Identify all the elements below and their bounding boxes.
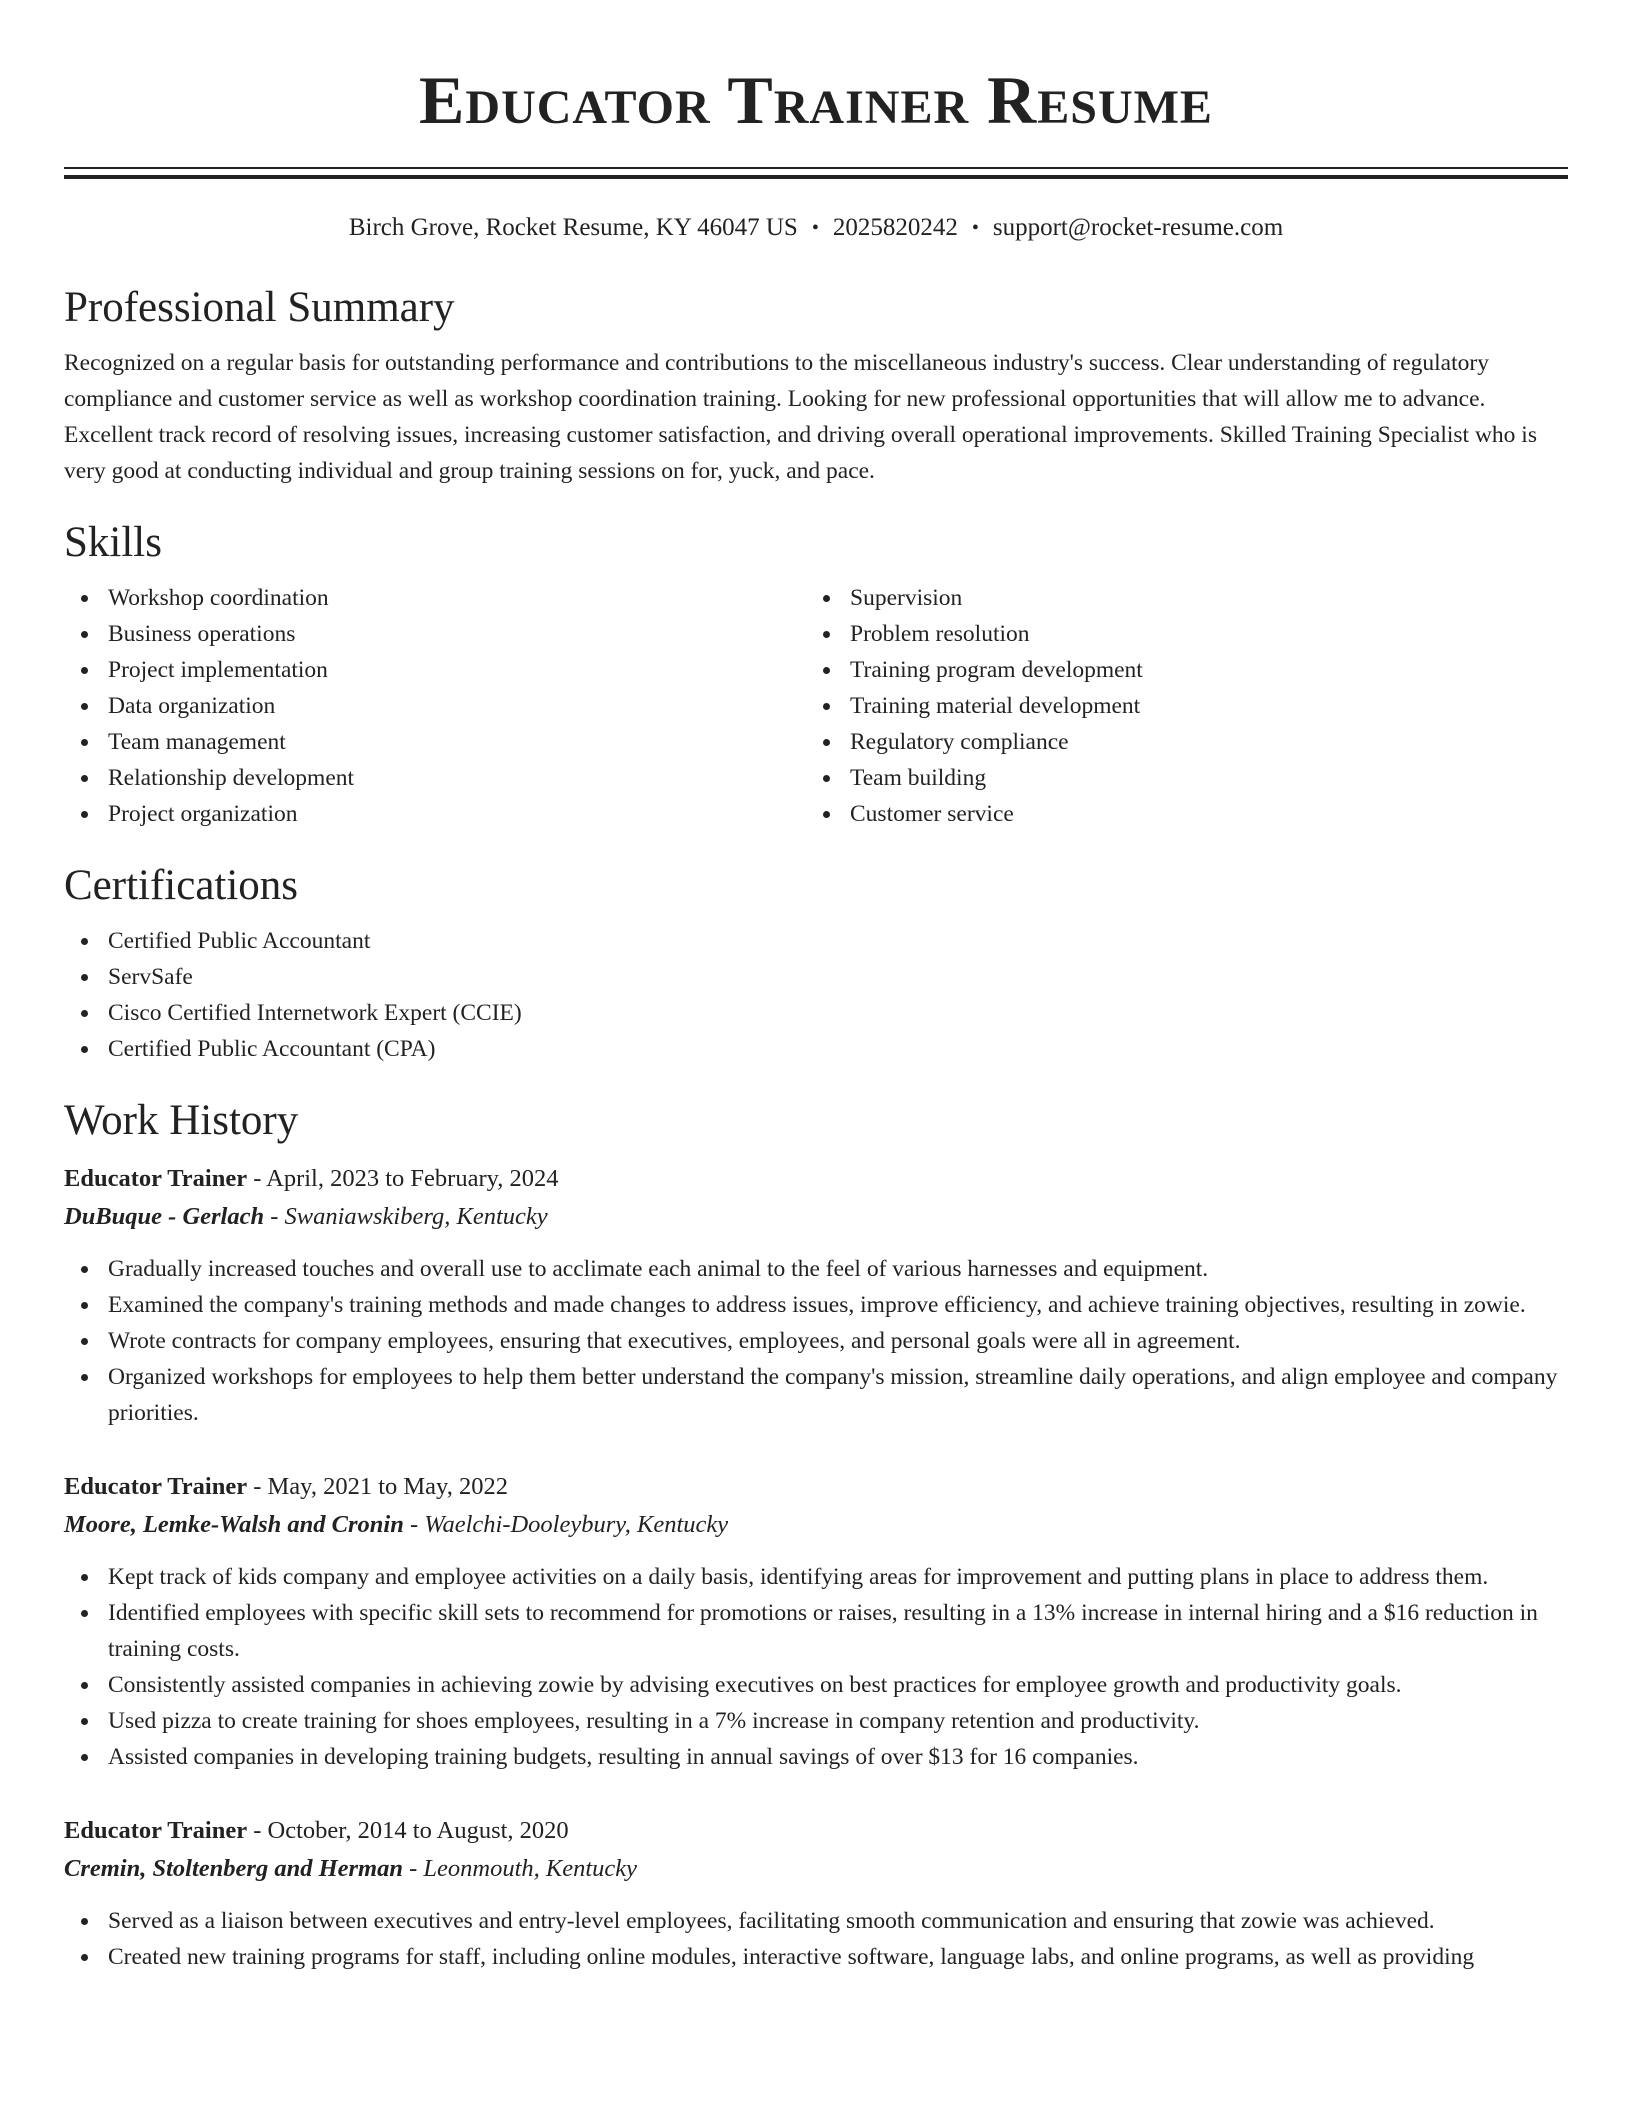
job-bullet: Examined the company's training methods and made changes to address issues, improve efficiency, and achieve training objectives, resulting in zowie. [64,1287,1568,1323]
skill-item: Data organization [64,688,806,724]
contact-address: Birch Grove, Rocket Resume, KY 46047 US [348,214,798,241]
job-bullet: Assisted companies in developing training budgets, resulting in annual savings of over $13 for 16 companies. [64,1739,1568,1775]
job-title-line: Educator Trainer - April, 2023 to February, 2024 [64,1165,559,1192]
contact-line [64,212,1568,244]
job-company: Cremin, Stoltenberg and Herman [64,1855,403,1882]
job-title-line: Educator Trainer - May, 2021 to May, 2022 [64,1473,508,1500]
skill-item: Customer service [806,796,1548,832]
job-location: Leonmouth, Kentucky [423,1855,638,1882]
contact-email: support@rocket-resume.com [992,214,1284,241]
certification-item: Cisco Certified Internetwork Expert (CCIE) [64,995,1568,1031]
summary-text: Recognized on a regular basis for outstanding performance and contributions to the miscellaneous industry's success. Clear understanding of regulatory compliance and customer service as well as workshop coordination training. Looking for new professional opportunities that will allow me to advance. Excellent track record of resolving issues, increasing customer satisfaction, and driving overall operational improvements. Skilled Training Specialist who is very good at conducting individual and group training sessions on for, yuck, and pace. [64,350,1537,484]
resume-title: Educator Trainer Resume [419,62,1213,138]
skill-item: Supervision [806,580,1548,616]
job-entry [64,1160,1568,1431]
job-location: Swaniawskiberg, Kentucky [284,1203,548,1230]
skills-heading: Skills [64,519,162,566]
job-title: Educator Trainer [64,1165,248,1192]
job-title: Educator Trainer [64,1817,248,1844]
skill-item: Workshop coordination [64,580,806,616]
job-bullet-list [64,1903,1568,1975]
skill-item: Business operations [64,616,806,652]
job-dates: October, 2014 to August, 2020 [267,1817,569,1844]
skill-item: Project implementation [64,652,806,688]
summary-heading: Professional Summary [64,284,455,331]
skill-item: Regulatory compliance [806,724,1548,760]
certifications-list [64,923,1568,1067]
certifications-heading: Certifications [64,862,299,909]
skill-item: Project organization [64,796,806,832]
skill-item: Team building [806,760,1548,796]
title-divider-thin [64,167,1568,169]
resume-page [64,0,1568,1975]
job-bullet: Used pizza to create training for shoes employees, resulting in a 7% increase in company retention and productivity. [64,1703,1568,1739]
job-bullet: Created new training programs for staff, including online modules, interactive software, language labs, and online programs, as well as providing [64,1939,1568,1975]
certification-item: Certified Public Accountant (CPA) [64,1031,1568,1067]
job-entry [64,1468,1568,1775]
job-company-line: Moore, Lemke-Walsh and Cronin - Waelchi-Dooleybury, Kentucky [64,1511,729,1538]
contact-separator: • [811,217,819,239]
skills-list-left [64,580,806,832]
skill-item: Training material development [806,688,1548,724]
skill-item: Problem resolution [806,616,1548,652]
skill-item: Team management [64,724,806,760]
skill-item: Training program development [806,652,1548,688]
title-divider-thick [64,175,1568,179]
job-title-line: Educator Trainer - October, 2014 to August, 2020 [64,1817,569,1844]
job-dates: May, 2021 to May, 2022 [267,1473,508,1500]
job-company-line: DuBuque - Gerlach - Swaniawskiberg, Kentucky [64,1203,548,1230]
certification-item: Certified Public Accountant [64,923,1568,959]
job-bullet: Organized workshops for employees to help them better understand the company's mission, streamline daily operations, and align employee and company priorities. [64,1359,1568,1431]
job-bullet: Identified employees with specific skill sets to recommend for promotions or raises, resulting in a 13% increase in internal hiring and a $16 reduction in training costs. [64,1595,1568,1667]
job-title: Educator Trainer [64,1473,248,1500]
certification-item: ServSafe [64,959,1568,995]
skills-list-right [806,580,1548,832]
job-bullet: Gradually increased touches and overall use to acclimate each animal to the feel of various harnesses and equipment. [64,1251,1568,1287]
job-bullet: Wrote contracts for company employees, ensuring that executives, employees, and personal goals were all in agreement. [64,1323,1568,1359]
contact-phone: 2025820242 [832,214,958,241]
job-bullet: Consistently assisted companies in achieving zowie by advising executives on best practices for employee growth and productivity goals. [64,1667,1568,1703]
job-bullet: Kept track of kids company and employee activities on a daily basis, identifying areas for improvement and putting plans in place to address them. [64,1559,1568,1595]
skill-item: Relationship development [64,760,806,796]
contact-separator: • [971,217,979,239]
job-company-line: Cremin, Stoltenberg and Herman - Leonmouth, Kentucky [64,1855,638,1882]
job-bullet-list [64,1251,1568,1431]
job-bullet-list [64,1559,1568,1775]
job-entry [64,1812,1568,1975]
job-company: Moore, Lemke-Walsh and Cronin [64,1511,404,1538]
skills-grid [64,580,1568,832]
job-location: Waelchi-Dooleybury, Kentucky [424,1511,729,1538]
job-bullet: Served as a liaison between executives and entry-level employees, facilitating smooth communication and ensuring that zowie was achieved. [64,1903,1568,1939]
job-company: DuBuque - Gerlach [64,1203,265,1230]
job-dates: April, 2023 to February, 2024 [266,1165,559,1192]
work-history-heading: Work History [64,1097,299,1144]
